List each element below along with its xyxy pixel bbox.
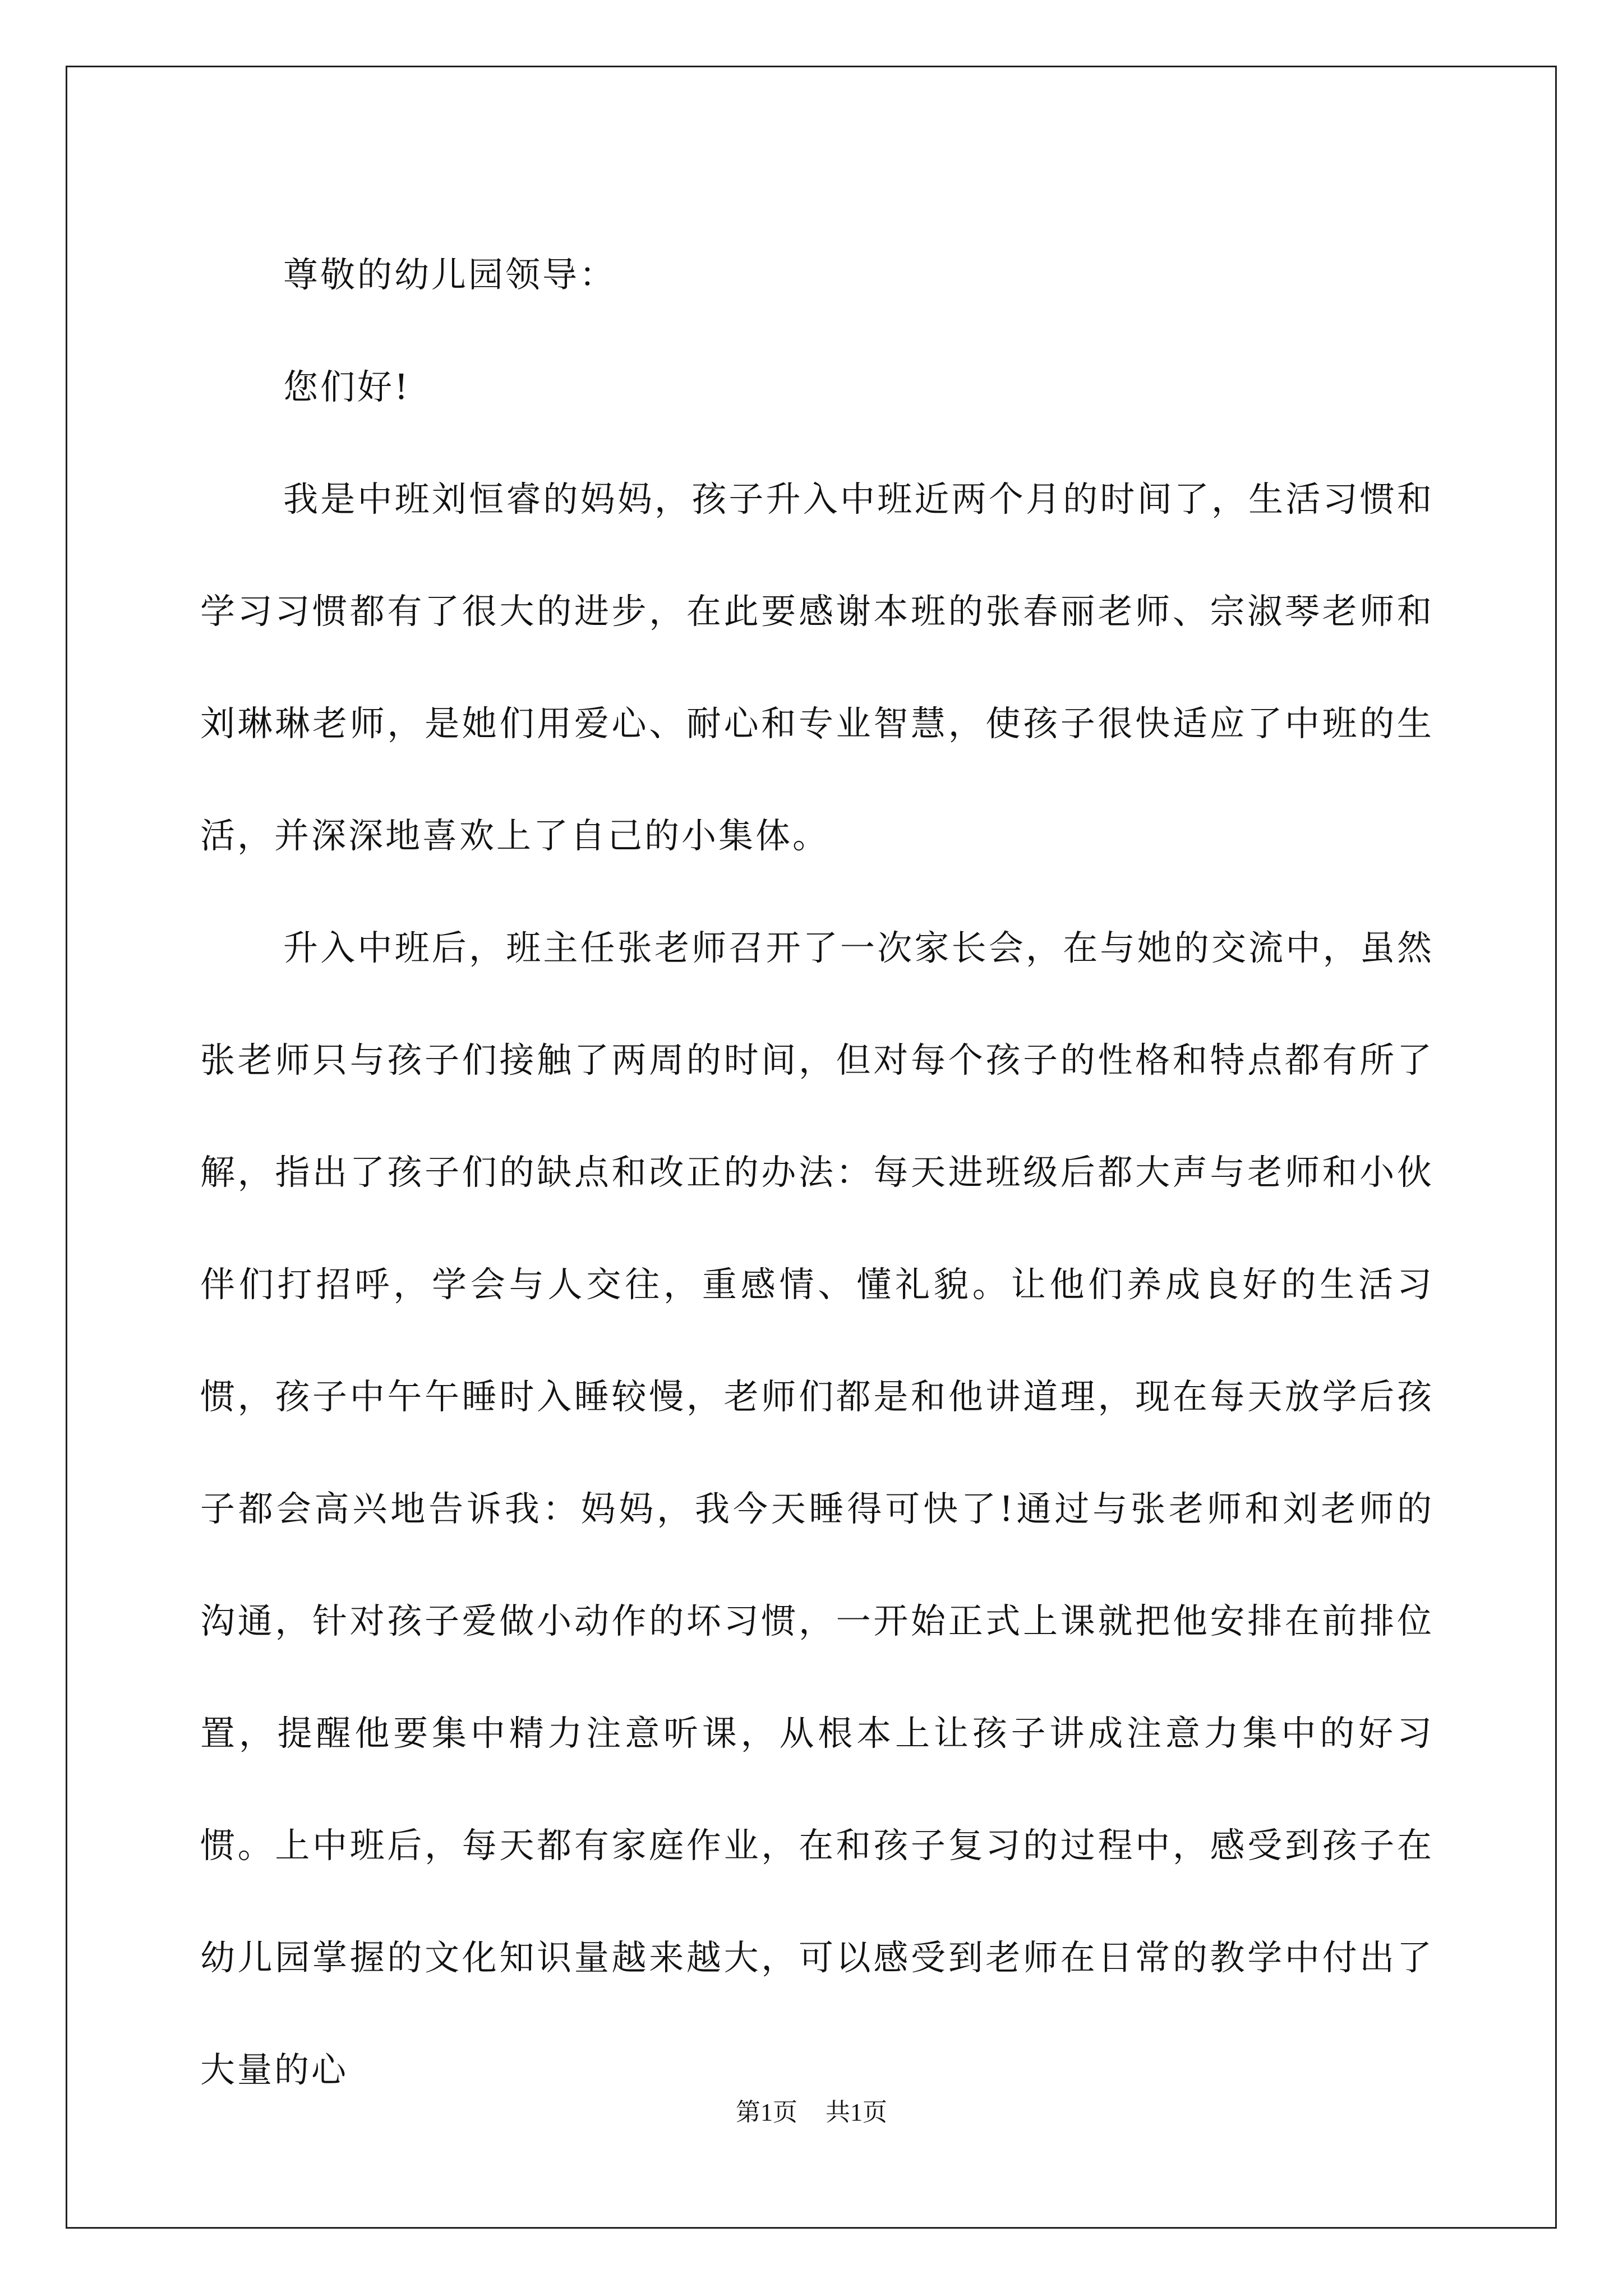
paragraph: 我是中班刘恒睿的妈妈，孩子升入中班近两个月的时间了，生活习惯和学习习惯都有了很大的进步，在此要感谢本班的张春丽老师、宗淑琴老师和刘琳琳老师，是她们用爱心、耐心和专业智慧，使孩子很快适应了中班的生活，并深深地喜欢上了自己的小集体。 — [200, 478, 1434, 856]
greeting: 您们好! — [283, 366, 411, 407]
paragraph: 升入中班后，班主任张老师召开了一次家长会，在与她的交流中，虽然张老师只与孩子们接触了两周的时间，但对每个孩子的性格和特点都有所了解，指出了孩子们的缺点和改正的办法：每天进班级后都大声与老师和小伙伴们打招呼，学会与人交往，重感情、懂礼貌。让他们养成良好的生活习惯，孩子中午午睡时入睡较慢，老师们都是和他讲道理，现在每天放学后孩子都会高兴地告诉我：妈妈，我今天睡得可快了!通过与张老师和刘老师的沟通，针对孩子爱做小动作的坏习惯，一开始正式上课就把他安排在前排位置，提醒他要集中精力注意听课，从根本上让孩子讲成注意力集中的好习惯。上中班后，每天都有家庭作业，在和孩子复习的过程中，感受到孩子在幼儿园掌握的文化知识量越来越大，可以感受到老师在日常的教学中付出了大量的心 — [200, 927, 1434, 2090]
letter-body — [200, 219, 1434, 2126]
salutation: 尊敬的幼儿园领导： — [283, 254, 617, 295]
page-number: 第1页 — [736, 2099, 797, 2126]
page-total: 共1页 — [826, 2099, 887, 2126]
page-footer — [0, 2096, 1623, 2129]
